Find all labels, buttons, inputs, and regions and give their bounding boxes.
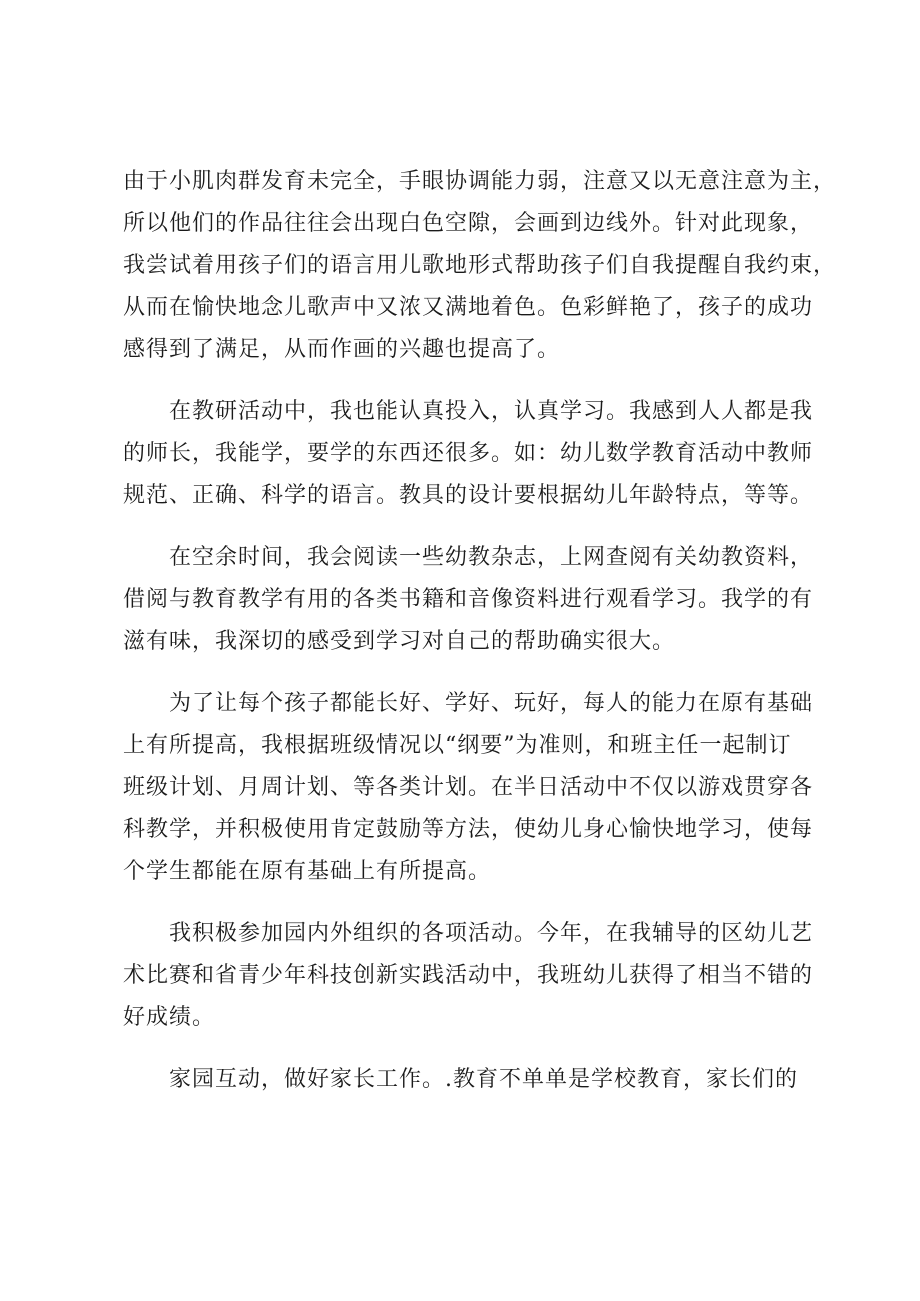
- text-line: 个学生都能在原有基础上有所提高。: [123, 859, 492, 884]
- paragraph-gap: [123, 517, 823, 537]
- text-line: 上有所提高，我根据班级情况以“纲要”为准则，和班主任一起制订: [123, 733, 792, 758]
- paragraph-3: [123, 537, 823, 663]
- text-line: 所以他们的作品往往会出现白色空隙，会画到边线外。针对此现象，: [123, 211, 814, 236]
- paragraph-gap: [123, 1039, 823, 1059]
- text-line: 感得到了满足，从而作画的兴趣也提高了。: [123, 337, 561, 362]
- body-text: [123, 161, 837, 1101]
- text-line: 我积极参加园内外组织的各项活动。今年，在我辅导的区幼儿艺: [123, 921, 814, 946]
- paragraph-gap: [123, 371, 823, 391]
- text-line: 规范、正确、科学的语言。教具的设计要根据幼儿年龄特点，等等。: [123, 483, 814, 508]
- paragraph-5: [123, 913, 823, 1039]
- text-line: 在教研活动中，我也能认真投入，认真学习。我感到人人都是我: [123, 399, 814, 424]
- text-line: 我尝试着用孩子们的语言用儿歌地形式帮助孩子们自我提醒自我约束，: [123, 253, 837, 278]
- text-line: 家园互动，做好家长工作。.教育不单单是学校教育，家长们的: [123, 1067, 798, 1092]
- text-line: 滋有味，我深切的感受到学习对自己的帮助确实很大。: [123, 629, 676, 654]
- text-line: 在空余时间，我会阅读一些幼教杂志，上网查阅有关幼教资料，: [123, 545, 814, 570]
- text-line: 术比赛和省青少年科技创新实践活动中，我班幼儿获得了相当不错的: [123, 963, 814, 988]
- paragraph-gap: [123, 663, 823, 683]
- text-line: 从而在愉快地念儿歌声中又浓又满地着色。色彩鲜艳了，孩子的成功: [123, 295, 814, 320]
- paragraph-4: [123, 683, 823, 893]
- text-line: 为了让每个孩子都能长好、学好、玩好，每人的能力在原有基础: [123, 691, 814, 716]
- text-line: 科教学，并积极使用肯定鼓励等方法，使幼儿身心愉快地学习，使每: [123, 817, 814, 842]
- text-line: 借阅与教育教学有用的各类书籍和音像资料进行观看学习。我学的有: [123, 587, 814, 612]
- text-line: 的师长，我能学，要学的东西还很多。如：幼儿数学教育活动中教师: [123, 441, 814, 466]
- paragraph-gap: [123, 893, 823, 913]
- text-line: 好成绩。: [123, 1005, 216, 1030]
- text-line: 班级计划、月周计划、等各类计划。在半日活动中不仅以游戏贯穿各: [123, 775, 814, 800]
- paragraph-6: [123, 1059, 823, 1101]
- paragraph-1: [123, 161, 837, 371]
- text-line: 由于小肌肉群发育未完全，手眼协调能力弱，注意又以无意注意为主，: [123, 169, 837, 194]
- paragraph-2: [123, 391, 823, 517]
